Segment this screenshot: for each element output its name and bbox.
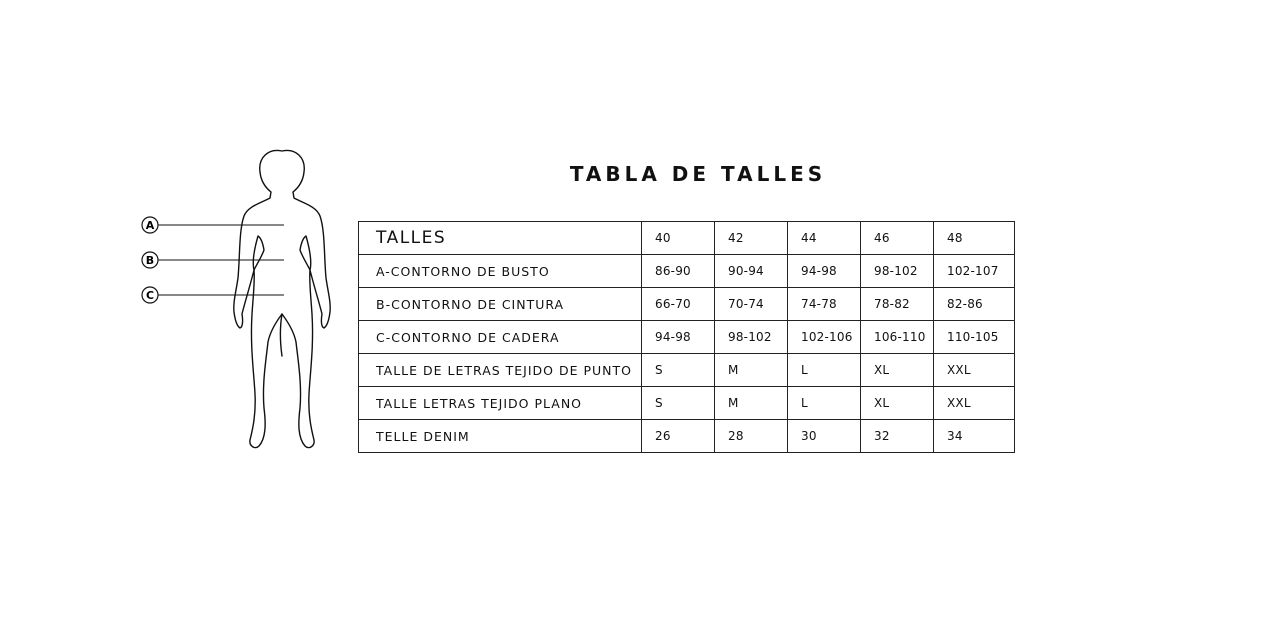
table-cell: 102-106 [788,321,861,354]
table-cell: 66-70 [642,288,715,321]
table-cell: 110-105 [934,321,1015,354]
human-silhouette-icon [234,150,330,447]
table-cell: 34 [934,420,1015,453]
table-cell: XXL [934,354,1015,387]
size-header: 48 [934,222,1015,255]
table-cell: 74-78 [788,288,861,321]
table-row [359,255,1015,288]
marker-c-label: C [145,289,155,302]
size-header: 42 [715,222,788,255]
table-cell: S [642,387,715,420]
table-cell: L [788,387,861,420]
table-cell: 102-107 [934,255,1015,288]
table-cell: S [642,354,715,387]
marker-b-label: B [145,254,155,267]
marker-a [142,217,158,233]
table-cell: M [715,387,788,420]
table-row [359,387,1015,420]
header-label: TALLES [359,222,642,255]
page-title: TABLA DE TALLES [569,162,827,186]
table-cell: 26 [642,420,715,453]
table-cell: 90-94 [715,255,788,288]
table-cell: 32 [861,420,934,453]
table-header-row [359,222,1015,255]
table-row [359,420,1015,453]
table-row [359,354,1015,387]
row-label: A-CONTORNO DE BUSTO [359,255,642,288]
size-header: 46 [861,222,934,255]
table-cell: XL [861,387,934,420]
table-cell: 70-74 [715,288,788,321]
table-cell: 28 [715,420,788,453]
row-label: C-CONTORNO DE CADERA [359,321,642,354]
size-header: 44 [788,222,861,255]
size-header: 40 [642,222,715,255]
measurement-lines [158,225,284,295]
body-measurement-figure [136,146,346,460]
table-row [359,321,1015,354]
table-cell: XXL [934,387,1015,420]
row-label: TELLE DENIM [359,420,642,453]
table-cell: 86-90 [642,255,715,288]
table-cell: L [788,354,861,387]
table-cell: 94-98 [788,255,861,288]
table-row [359,288,1015,321]
table-cell: 98-102 [861,255,934,288]
marker-b [142,252,158,268]
table-cell: 82-86 [934,288,1015,321]
table-cell: M [715,354,788,387]
table-cell: 30 [788,420,861,453]
table-cell: 78-82 [861,288,934,321]
row-label: TALLE DE LETRAS TEJIDO DE PUNTO [359,354,642,387]
row-label: B-CONTORNO DE CINTURA [359,288,642,321]
table-cell: XL [861,354,934,387]
table-cell: 98-102 [715,321,788,354]
marker-a-label: A [145,219,155,232]
size-chart-table [358,221,1015,453]
marker-c [142,287,158,303]
table-cell: 106-110 [861,321,934,354]
table-cell: 94-98 [642,321,715,354]
row-label: TALLE LETRAS TEJIDO PLANO [359,387,642,420]
